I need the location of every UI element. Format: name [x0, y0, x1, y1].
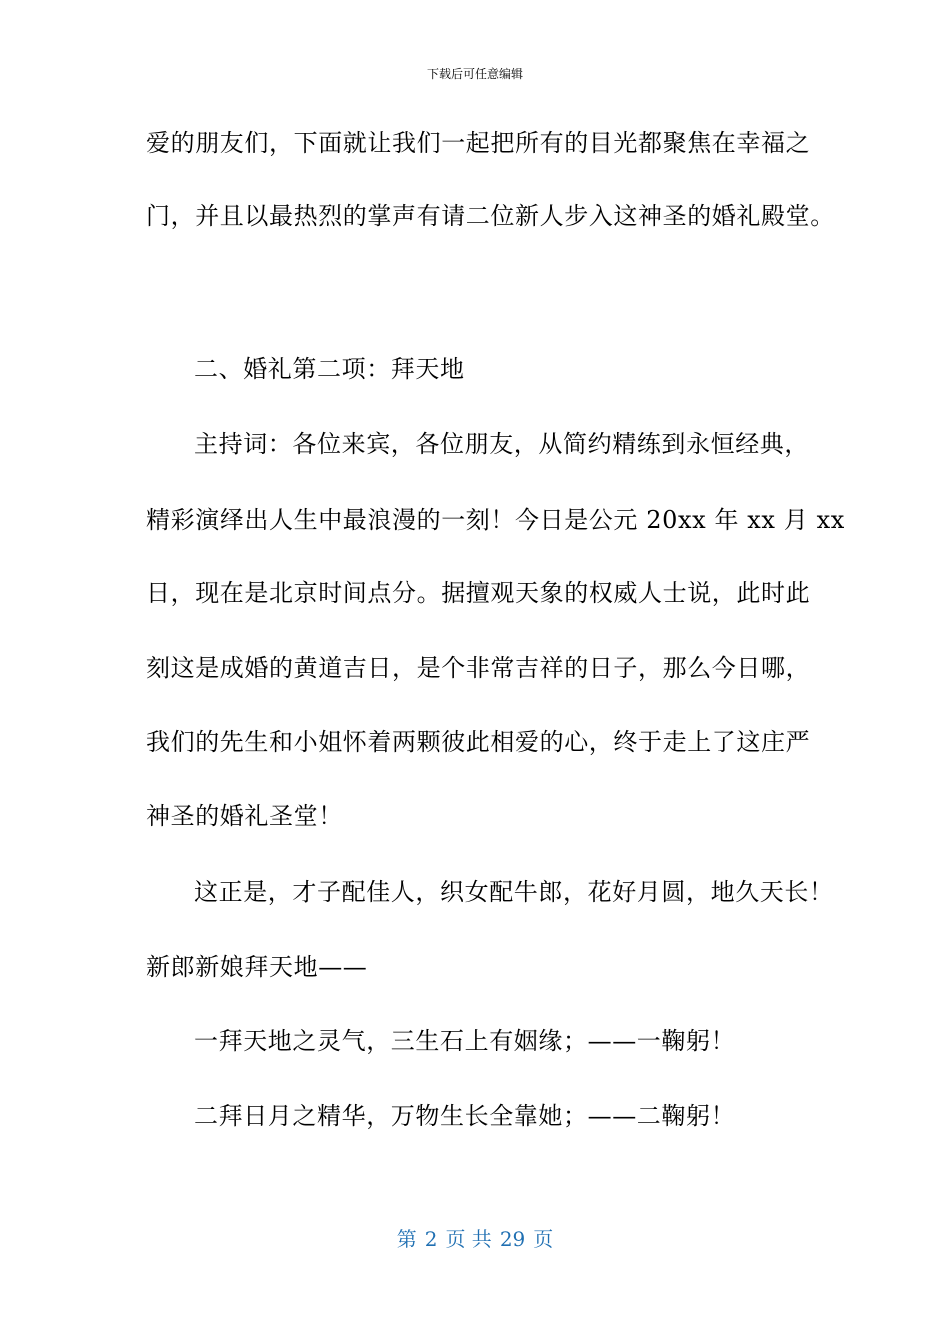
text-line-10: 这正是，才子配佳人，织女配牛郎，花好月圆，地久天长！: [194, 878, 834, 906]
text-line-8: 我们的先生和小姐怀着两颗彼此相爱的心，终于走上了这庄严: [146, 728, 811, 756]
text-line-1: 爱的朋友们，下面就让我们一起把所有的目光都聚焦在幸福之: [146, 129, 811, 157]
text-line-6: 日，现在是北京时间点分。据擅观天象的权威人士说，此时此: [146, 579, 811, 607]
footer-page-number: 2: [424, 1227, 438, 1251]
text-line-5: 精彩演绎出人生中最浪漫的一刻！今日是公元 20xx 年 xx 月 xx: [146, 506, 845, 534]
footer-middle: 页 共: [445, 1227, 492, 1251]
text-line-13: 二拜日月之精华，万物生长全靠她；——二鞠躬！: [194, 1102, 736, 1130]
text-line-12: 一拜天地之灵气，三生石上有姻缘；——一鞠躬！: [194, 1027, 736, 1055]
page-footer: [0, 1226, 950, 1252]
footer-prefix: 第: [396, 1227, 417, 1251]
page-header: 下载后可任意编辑: [426, 67, 523, 81]
text-line-7: 刻这是成婚的黄道吉日，是个非常吉祥的日子，那么今日哪，: [146, 654, 811, 682]
footer-total-pages: 29: [499, 1227, 526, 1251]
text-line-11: 新郎新娘拜天地——: [146, 953, 368, 981]
text-line-4: 主持词：各位来宾，各位朋友，从简约精练到永恒经典，: [194, 430, 809, 458]
text-line-9: 神圣的婚礼圣堂！: [146, 802, 343, 830]
footer-suffix: 页: [533, 1227, 554, 1251]
text-line-2: 门，并且以最热烈的掌声有请二位新人步入这神圣的婚礼殿堂。: [146, 202, 835, 230]
section-heading: 二、婚礼第二项：拜天地: [194, 355, 465, 383]
